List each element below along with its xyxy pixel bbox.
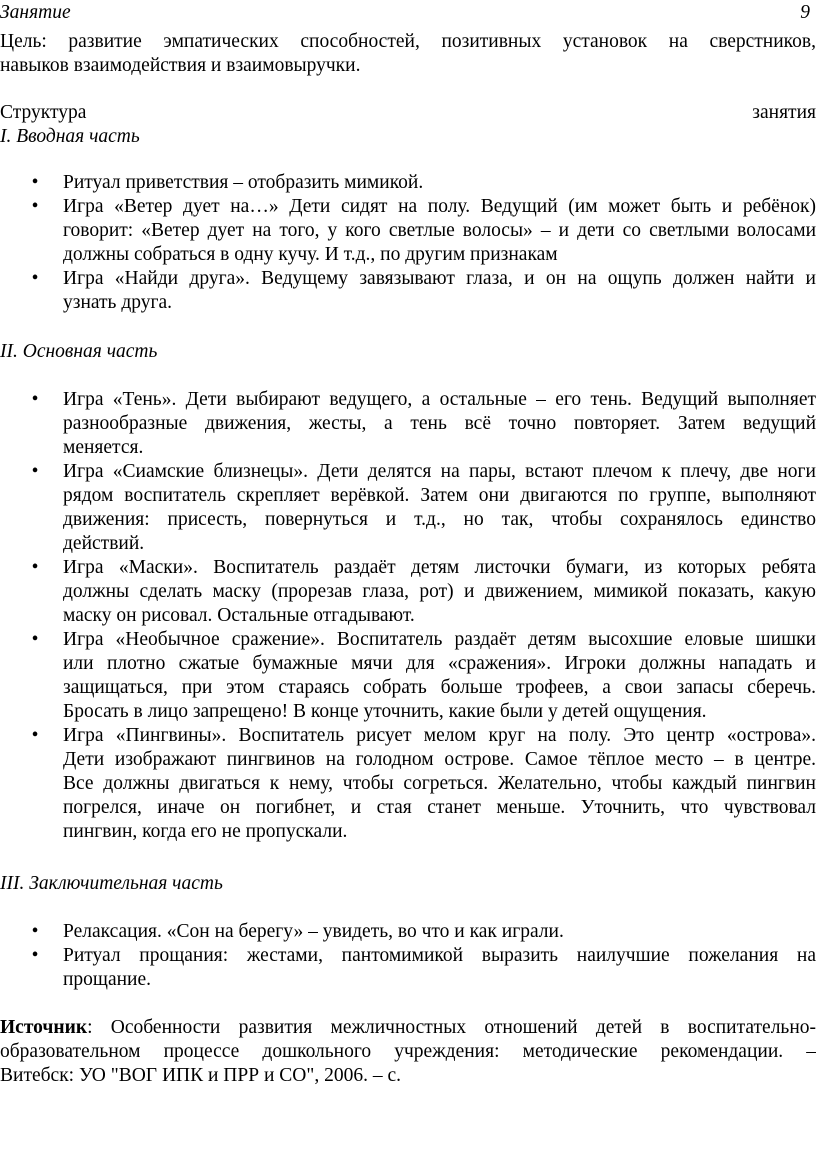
goal-line: навыков взаимодействия и взаимовыручки. [0,55,361,76]
list-item-line: должны сделать маску (прорезав глаза, рот) и движением, мимикой показать, какую [63,581,816,602]
list-item-line: движения: присесть, повернуться и т.д., но так, чтобы сохранялось единство [63,509,816,530]
list-item-line: разнообразные движения, жесты, а тень всё точно повторяет. Затем ведущий [63,413,816,434]
lesson-title: Занятие [0,2,71,23]
list-item [31,944,816,992]
bullet-icon: • [31,945,39,966]
list-item [31,388,816,460]
source-line: Витебск: УО "ВОГ ИПК и ПРР и СО", 2006. – с. [0,1065,401,1086]
structure-heading [0,101,816,125]
bullet-icon: • [31,629,39,650]
list-item-line: рядом воспитатель скрепляет верёвкой. Затем они двигаются по группе, выполняют [63,485,816,506]
list-item-line: прощание. [63,969,152,990]
bullet-icon: • [31,921,39,942]
list-item-line: должны собраться в одну кучу. И т.д., по другим признакам [63,244,558,265]
list-item [31,920,816,944]
list-item-line: говорит: «Ветер дует на того, у кого светлые волосы» – и дети со светлыми волосами [63,220,816,241]
bullet-icon: • [31,268,39,289]
structure-left: Структура [0,102,87,123]
goal-line: Цель: развитие эмпатических способностей, позитивных установок на сверстников, [0,31,816,52]
bullet-icon: • [31,725,39,746]
list-item-line: Релаксация. «Сон на берегу» – увидеть, во что и как играли. [63,921,564,942]
list-item-line: Игра «Пингвины». Воспитатель рисует мелом круг на полу. Это центр «острова». [63,725,816,746]
list-item-line: маску он рисовал. Остальные отгадывают. [63,605,415,626]
source-text: : Особенности развития межличностных отношений детей в воспитательно- [87,1017,816,1038]
goal-paragraph [0,30,816,78]
list-item-line: Игра «Маски». Воспитатель раздаёт детям листочки бумаги, из которых ребята [63,557,816,578]
list-item [31,628,816,724]
list-item [31,724,816,844]
list-item-line: или плотно сжатые бумажные мячи для «сражения». Игроки должны нападать и [63,653,816,674]
list-item-line: меняется. [63,437,144,458]
list-item-line: Игра «Тень». Дети выбирают ведущего, а остальные – его тень. Ведущий выполняет [63,389,816,410]
list-item [31,267,816,315]
list-item-line: Игра «Сиамские близнецы». Дети делятся на пары, встают плечом к плечу, две ноги [63,461,816,482]
list-item-line: Игра «Необычное сражение». Воспитатель раздаёт детям высохшие еловые шишки [63,629,816,650]
bullet-icon: • [31,389,39,410]
list-item [31,556,816,628]
section-heading-final: III. Заключительная часть [0,873,223,894]
lesson-number: 9 [800,2,810,23]
list-item [31,171,816,195]
source-paragraph [0,1016,816,1088]
list-item-line: узнать друга. [63,292,173,313]
list-item-line: защищаться, при этом стараясь собрать больше трофеев, а свои запасы сберечь. [63,677,816,698]
list-item-line: Бросать в лицо запрещено! В конце уточнить, какие были у детей ощущения. [63,701,707,722]
list-item-line: Ритуал приветствия – отобразить мимикой. [63,172,424,193]
list-item-line: погрелся, иначе он погибнет, и стая станет меньше. Уточнить, что чувствовал [63,797,816,818]
list-item-line: действий. [63,533,145,554]
list-item-line: Ритуал прощания: жестами, пантомимикой выразить наилучшие пожелания на [63,945,816,966]
lesson-header [0,1,810,25]
list-item [31,460,816,556]
list-item-line: пингвин, когда его не пропускали. [63,821,348,842]
list-item-line: Все должны двигаться к нему, чтобы согреться. Желательно, чтобы каждый пингвин [63,773,816,794]
bullet-icon: • [31,461,39,482]
source-label: Источник [0,1017,88,1038]
list-item-line: Игра «Найди друга». Ведущему завязывают глаза, и он на ощупь должен найти и [63,268,816,289]
section-heading-intro: I. Вводная часть [0,126,140,147]
bullet-icon: • [31,172,39,193]
source-line [0,1016,816,1040]
source-line: образовательном процессе дошкольного учреждения: методические рекомендации. – [0,1041,816,1062]
bullet-icon: • [31,196,39,217]
list-item [31,195,816,267]
structure-right: занятия [752,102,816,123]
list-item-line: Игра «Ветер дует на…» Дети сидят на полу. Ведущий (им может быть и ребёнок) [63,196,816,217]
bullet-icon: • [31,557,39,578]
list-item-line: Дети изображают пингвинов на голодном острове. Самое тёплое место – в центре. [63,749,816,770]
section-heading-main: II. Основная часть [0,341,158,362]
